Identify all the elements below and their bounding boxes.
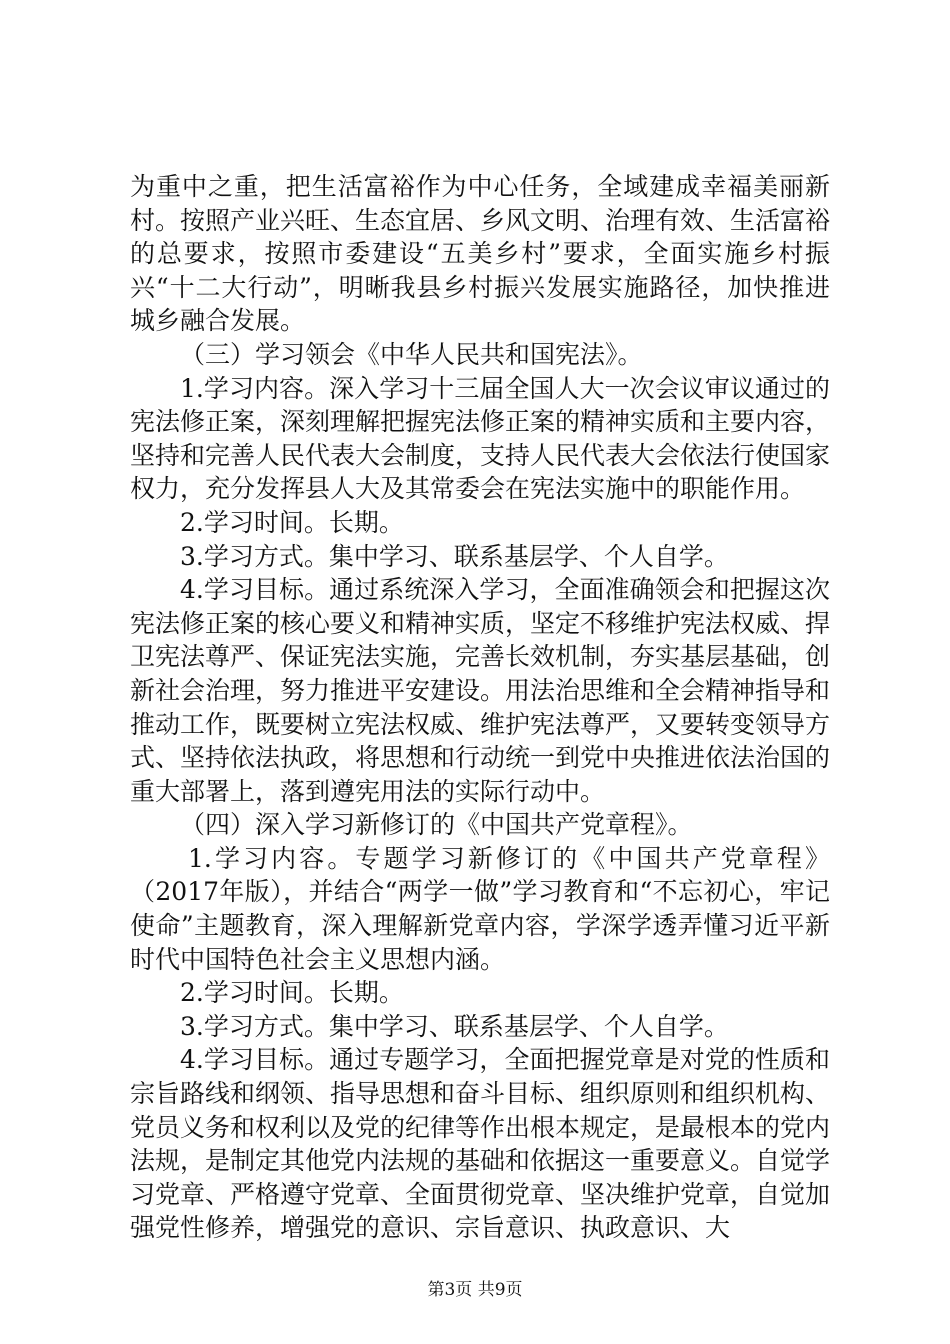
paragraph-4-method: 3.学习方式。集中学习、联系基层学、个人自学。	[180, 1011, 729, 1041]
paragraph-continuation: 为重中之重，把生活富裕作为中心任务，全域建成幸福美丽新村。按照产业兴旺、生态宜居、乡风文明、治理有效、生活富裕的总要求，按照市委建设“五美乡村”要求，全面实施乡村振兴“十二大行动”，明晰我县乡村振兴发展实施路径，加快推进城乡融合发展。	[130, 172, 831, 336]
page-footer: 第3页 共9页	[427, 1280, 523, 1300]
paragraph-3-content: 1.学习内容。深入学习十三届全国人大一次会议审议通过的宪法修正案，深刻理解把握宪法修正案的精神实质和主要内容，坚持和完善人民代表大会制度，支持人民代表大会依法行使国家权力，充分发挥县人大及其常委会在宪法实施中的职能作用。	[130, 373, 831, 504]
section-heading-4: （四）深入学习新修订的《中国共产党章程》。	[180, 810, 693, 840]
paragraph-4-goal: 4.学习目标。通过专题学习，全面把握党章是对党的性质和宗旨路线和纲领、指导思想和奋斗目标、组织原则和组织机构、党员义务和权利以及党的纪律等作出根本规定，是最根本的党内法规，是制定其他党内法规的基础和依据这一重要意义。自觉学习党章、严格遵守党章、全面贯彻党章、坚决维护党章，自觉加强党性修养，增强党的意识、宗旨意识、执政意识、大	[130, 1045, 831, 1243]
paragraph-3-goal: 4.学习目标。通过系统深入学习，全面准确领会和把握这次宪法修正案的核心要义和精神实质，坚定不移维护宪法权威、捍卫宪法尊严、保证宪法实施，完善长效机制，夯实基层基础，创新社会治理，努力推进平安建设。用法治思维和全会精神指导和推动工作，既要树立宪法权威、维护宪法尊严，又要转变领导方式、坚持依法执政，将思想和行动统一到党中央推进依法治国的重大部署上，落到遵宪用法的实际行动中。	[130, 575, 831, 806]
document-body	[130, 170, 830, 1245]
paragraph-3-method: 3.学习方式。集中学习、联系基层学、个人自学。	[180, 541, 729, 571]
section-heading-3: （三）学习领会《中华人民共和国宪法》。	[180, 339, 643, 369]
paragraph-4-time: 2.学习时间。长期。	[180, 978, 404, 1008]
paragraph-3-time: 2.学习时间。长期。	[180, 507, 404, 537]
paragraph-4-content: 1.学习内容。专题学习新修订的《中国共产党章程》（2017年版），并结合“两学一做”学习教育和“不忘初心，牢记使命”主题教育，深入理解新党章内容，学深学透弄懂习近平新时代中国特色社会主义思想内涵。	[130, 843, 830, 974]
